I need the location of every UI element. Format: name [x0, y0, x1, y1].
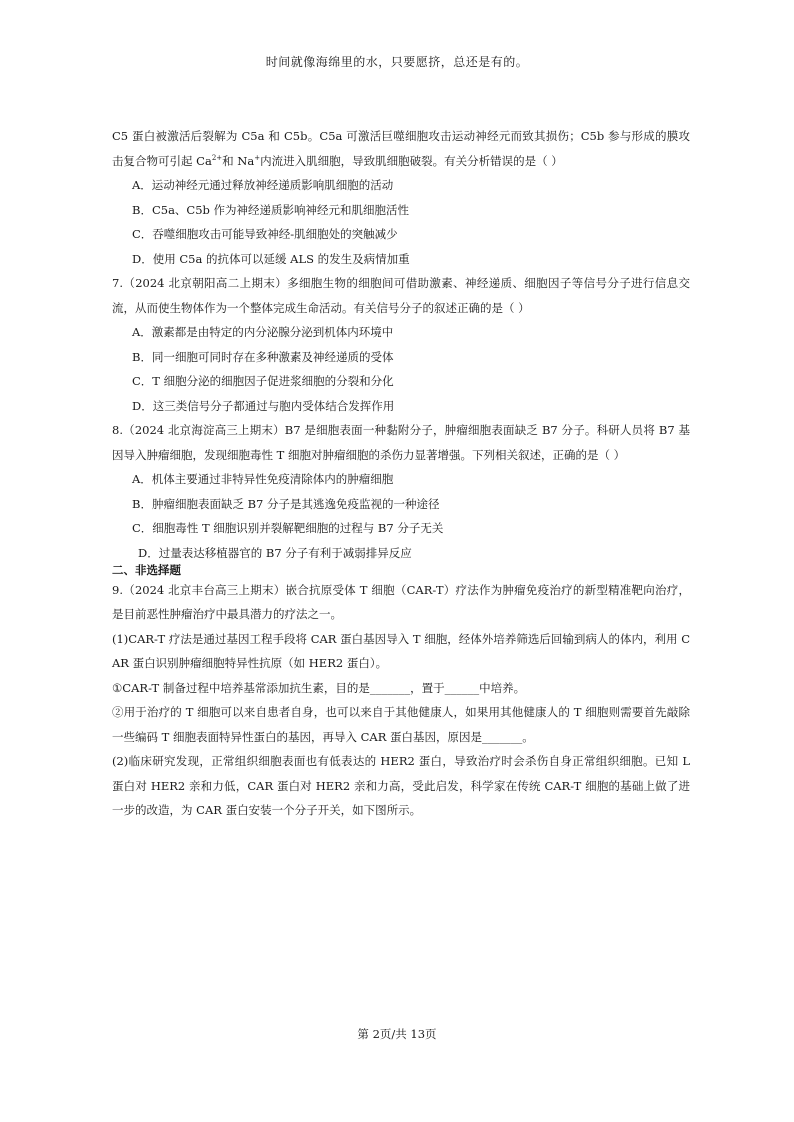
question-6-option-a: A．运动神经元通过释放神经递质影响肌细胞的活动 [132, 178, 394, 192]
question-9-part-1-ii: ②用于治疗的 T 细胞可以来自患者自身，也可以来自于其他健康人，如果用其他健康人的 T 细胞则需要首先敲除一些编码 T 细胞表面特异性蛋白的基因，再导入 CAR 蛋白基因，原因是_______。 [112, 705, 690, 744]
question-8-option-a: A．机体主要通过非特异性免疫清除体内的肿瘤细胞 [132, 472, 394, 486]
question-6-stem-line2-c: 内流进入肌细胞，导致肌细胞破裂。有关分析错误的是（ ） [260, 153, 563, 168]
question-8-option-d: D．过量表达移植器官的 B7 分子有利于减弱排异反应 [138, 545, 412, 560]
question-7-stem: 7.（2024 北京朝阳高二上期末）多细胞生物的细胞间可借助激素、神经递质、细胞因子等信号分子进行信息交流，从而使生物体作为一个整体完成生命活动。有关信号分子的叙述正确的是（ ） [112, 276, 690, 315]
question-9-part-1: (1)CAR-T 疗法是通过基因工程手段将 CAR 蛋白基因导入 T 细胞，经体外培养筛选后回输到病人的体内，利用 CAR 蛋白识别肿瘤细胞特异性抗原（如 HER2 蛋白）。 [112, 631, 690, 670]
question-6-stem [112, 124, 690, 173]
question-9 [112, 578, 690, 823]
question-8-option-b: B．肿瘤细胞表面缺乏 B7 分子是其逃逸免疫监视的一种途径 [132, 496, 440, 511]
section-title-non-choice: 二、非选择题 [112, 562, 181, 577]
question-7 [112, 271, 690, 418]
question-7-option-c: C．T 细胞分泌的细胞因子促进浆细胞的分裂和分化 [132, 374, 394, 388]
question-6-stem-line2-a: 攻击复合物可引起 Ca [112, 129, 690, 168]
question-9-part-1-i: ①CAR-T 制备过程中培养基常添加抗生素，目的是_______，置于______中培养。 [112, 680, 526, 695]
question-7-option-b: B．同一细胞可同时存在多种激素及神经递质的受体 [132, 349, 394, 364]
question-6-stem-line1: C5 蛋白被激活后裂解为 C5a 和 C5b。C5a 可激活巨噬细胞攻击运动神经元而致其损伤；C5b 参与形成的膜 [112, 129, 679, 143]
question-7-option-d: D．这三类信号分子都通过与胞内受体结合发挥作用 [132, 398, 395, 413]
question-6-option-c: C．吞噬细胞攻击可能导致神经-肌细胞处的突触减少 [132, 227, 398, 241]
question-9-part-2: (2)临床研究发现，正常组织细胞表面也有低表达的 HER2 蛋白，导致治疗时会杀伤自身正常组织细胞。已知 L 蛋白对 HER2 亲和力低，CAR 蛋白对 HER2 亲和力高，受此启发，科学家在传统 CAR-T 细胞的基础上做了进一步的改造，为 CAR 蛋白安装一个分子开关，如下图所示。 [112, 754, 690, 817]
question-8-stem: 8.（2024 北京海淀高三上期末）B7 是细胞表面一种黏附分子，肿瘤细胞表面缺乏 B7 分子。科研人员将 B7 基因导入肿瘤细胞，发现细胞毒性 T 细胞对肿瘤细胞的杀伤力显著增强。下列相关叙述，正确的是（ ） [112, 423, 690, 462]
document-body [112, 124, 690, 823]
question-6-stem-line2-b: 和 Na [222, 153, 255, 168]
question-8 [112, 418, 690, 562]
question-8-option-c: C．细胞毒性 T 细胞识别并裂解靶细胞的过程与 B7 分子无关 [132, 521, 444, 535]
sodium-charge: + [254, 153, 261, 162]
page-footer: 第 2页/共 13页 [357, 1027, 437, 1041]
question-9-stem: 9.（2024 北京丰台高三上期末）嵌合抗原受体 T 细胞（CAR-T）疗法作为肿瘤免疫治疗的新型精准靶向治疗，是目前恶性肿瘤治疗中最具潜力的疗法之一。 [112, 582, 690, 621]
question-6 [112, 124, 690, 271]
page-header: 时间就像海绵里的水，只要愿挤，总还是有的。 [265, 55, 529, 69]
question-7-option-a: A．激素都是由特定的内分泌腺分泌到机体内环境中 [132, 325, 394, 339]
calcium-charge: 2+ [211, 153, 223, 162]
question-6-option-b: B．C5a、C5b 作为神经递质影响神经元和肌细胞活性 [132, 202, 410, 217]
question-6-option-d: D．使用 C5a 的抗体可以延缓 ALS 的发生及病情加重 [132, 251, 410, 266]
